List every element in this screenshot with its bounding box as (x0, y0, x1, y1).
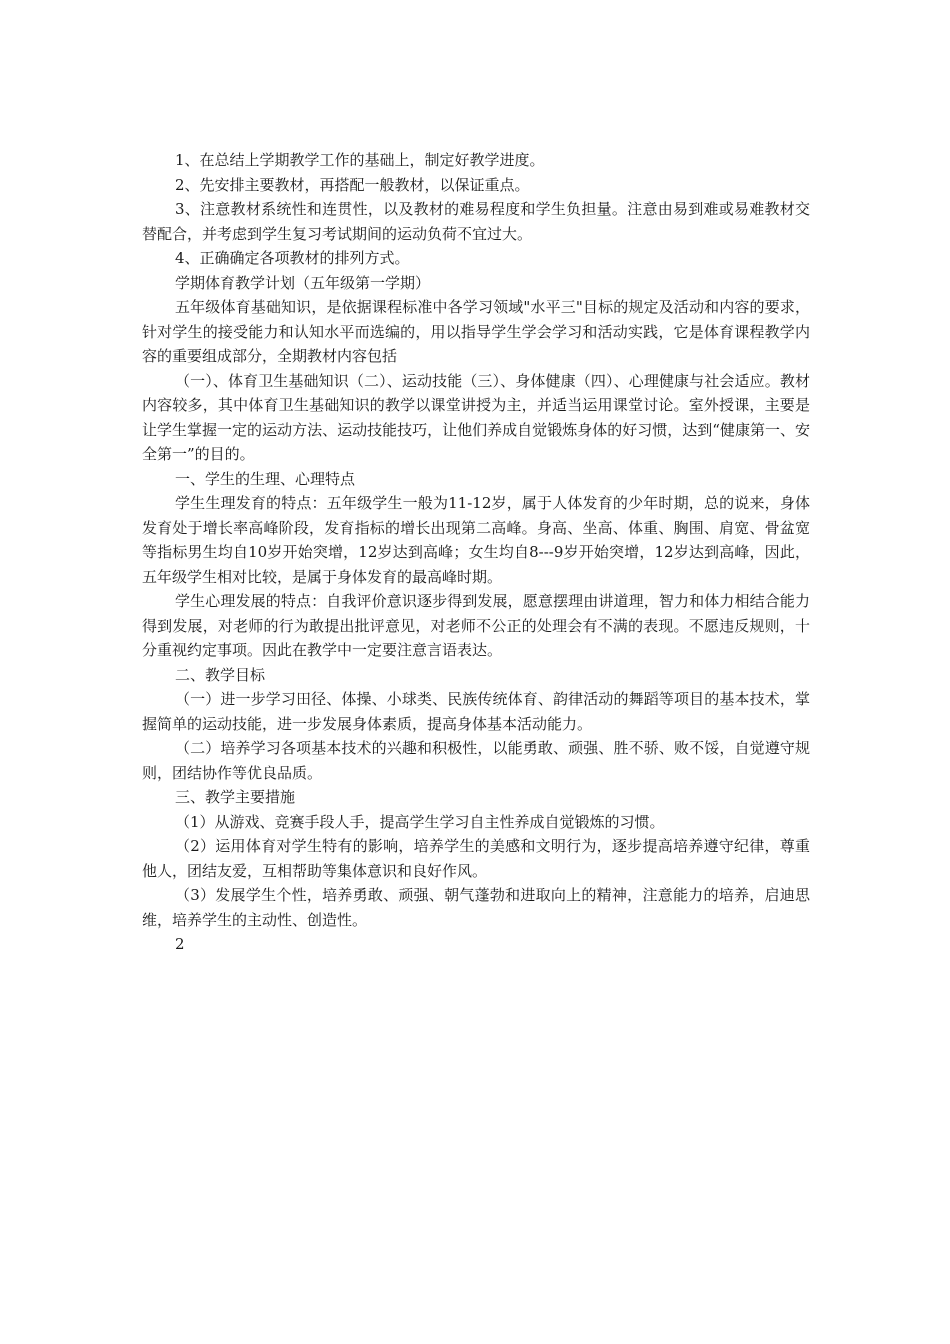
document-body (142, 148, 810, 957)
paragraph-material-coherence: 3、注意教材系统性和连贯性，以及教材的难易程度和学生负担量。注意由易到难或易难教材交替配合，并考虑到学生复习考试期间的运动负荷不宜过大。 (142, 200, 810, 243)
paragraph-measure-one: （1）从游戏、竞赛手段人手，提高学生学习自主性养成自觉锻炼的习惯。 (175, 812, 665, 831)
paragraph-physiological-development: 学生生理发育的特点：五年级学生一般为11-12岁，属于人体发育的少年时期，总的说来，身体发育处于增长率高峰阶段，发育指标的增长出现第二高峰。身高、坐高、体重、胸围、肩宽、骨盆宽等指标男生均自10岁开始突增，12岁达到高峰；女生均自8---9岁开始突增，12岁达到高峰，因此，五年级学生相对比较，是属于身体发育的最高峰时期。 (142, 494, 810, 586)
paragraph-material-order: 4、正确确定各项教材的排列方式。 (175, 249, 410, 267)
paragraph-psychological-development: 学生心理发展的特点：自我评价意识逐步得到发展，愿意摆理由讲道理，智力和体力相结合能力得到发展，对老师的行为敢提出批评意见，对老师不公正的处理会有不满的表现。不愿违反规则，十分重视约定事项。因此在教学中一定要注意言语表达。 (142, 592, 810, 659)
paragraph-goal-two: （二）培养学习各项基本技术的兴趣和积极性，以能勇敢、顽强、胜不骄、败不馁，自觉遵守规则，团结协作等优良品质。 (142, 739, 810, 782)
paragraph-content-list: （一）、体育卫生基础知识（二）、运动技能（三）、身体健康（四）、心理健康与社会适应。教材内容较多，其中体育卫生基础知识的教学以课堂讲授为主，并适当运用课堂讨论。室外授课，主要是让学生掌握一定的运动方法、运动技能技巧，让他们养成自觉锻炼身体的好习惯，达到“健康第一、安全第一”的目的。 (142, 371, 810, 463)
paragraph-measure-three: （3）发展学生个性，培养勇敢、顽强、朝气蓬勃和进取向上的精神，注意能力的培养，启迪思维，培养学生的主动性、创造性。 (142, 886, 810, 929)
page-number: 2 (175, 935, 185, 953)
paragraph-goal-one: （一）进一步学习田径、体操、小球类、民族传统体育、韵律活动的舞蹈等项目的基本技术，掌握简单的运动技能，进一步发展身体素质，提高身体基本活动能力。 (142, 690, 810, 733)
paragraph-progress-plan: 1、在总结上学期教学工作的基础上，制定好教学进度。 (175, 151, 545, 169)
heading-teaching-measures: 三、教学主要措施 (175, 788, 296, 806)
heading-student-characteristics: 一、学生的生理、心理特点 (175, 469, 356, 488)
heading-teaching-goals: 二、教学目标 (175, 665, 266, 684)
section-title-semester-plan: 学期体育教学计划（五年级第一学期） (175, 273, 431, 292)
paragraph-basic-knowledge: 五年级体育基础知识，是依据课程标准中各学习领域"水平三"目标的规定及活动和内容的要求，针对学生的接受能力和认知水平而选编的，用以指导学生学会学习和活动实践，它是体育课程教学内容的重要组成部分，全期教材内容包括 (142, 298, 810, 365)
paragraph-measure-two: （2）运用体育对学生特有的影响，培养学生的美感和文明行为，逐步提高培养遵守纪律，尊重他人，团结友爱，互相帮助等集体意识和良好作风。 (142, 837, 810, 880)
paragraph-main-materials: 2、先安排主要教材，再搭配一般教材，以保证重点。 (175, 175, 530, 194)
